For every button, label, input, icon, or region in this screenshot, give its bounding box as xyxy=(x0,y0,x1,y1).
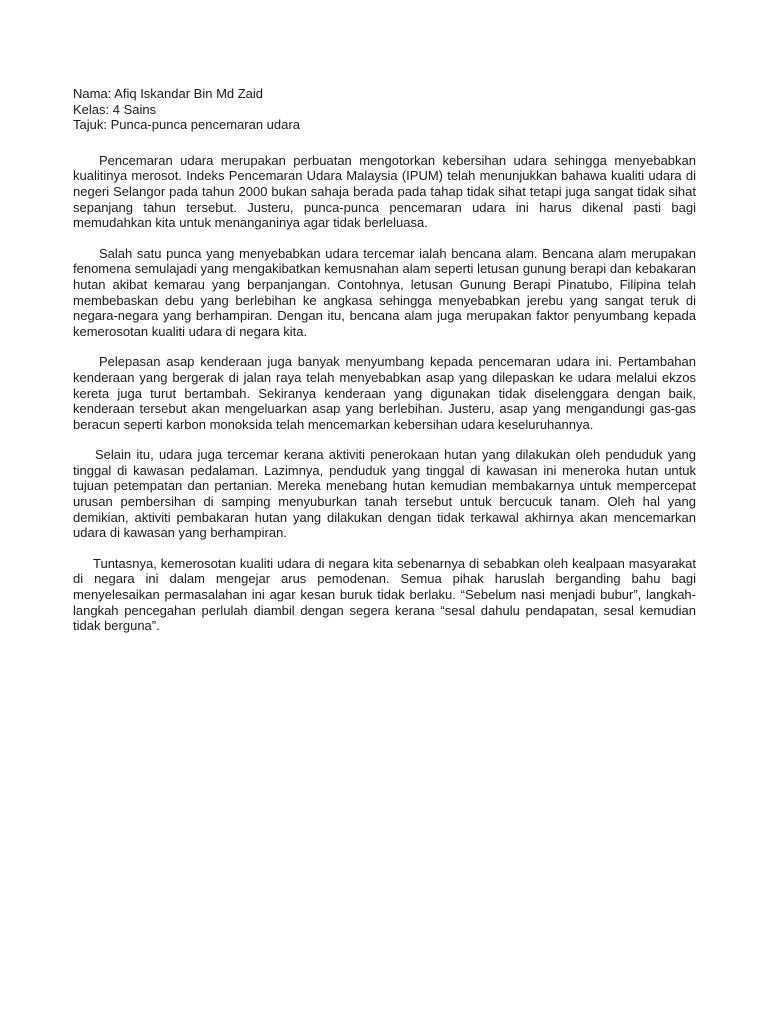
document-header xyxy=(73,86,696,133)
essay-title: Tajuk: Punca-punca pencemaran udara xyxy=(73,117,300,133)
paragraph-introduction: Pencemaran udara merupakan perbuatan mengotorkan kebersihan udara sehingga menyebabkan kualitinya merosot. Indeks Pencemaran Udara Malaysia (IPUM) telah menunjukkan bahawa kualiti udara di negeri Selangor pada tahun 2000 bukan sahaja berada pada tahap tidak sihat tetapi juga sangat tidak sihat sepanjang tahun tersebut. Justeru, punca-punca pencemaran udara ini harus dikenal pasti bagi memudahkan kita untuk menanganinya agar tidak berleluasa. xyxy=(73,152,696,231)
student-class: Kelas: 4 Sains xyxy=(73,101,157,117)
essay-body xyxy=(73,153,696,634)
document-page xyxy=(73,86,696,649)
student-name: Nama: Afiq Iskandar Bin Md Zaid xyxy=(73,86,264,101)
paragraph-natural-disaster: Salah satu punca yang menyebabkan udara tercemar ialah bencana alam. Bencana alam merupakan fenomena semulajadi yang mengakibatkan kemusnahan alam seperti letusan gunung berapi dan kebakaran hutan akibat kemarau yang berpanjangan. Contohnya, letusan Gunung Berapi Pinatubo, Filipina telah membebaskan debu yang berlebihan ke angkasa sehingga menyebabkan jerebu yang sangat teruk di negara-negara yang berhampiran. Dengan itu, bencana alam juga merupakan faktor penyumbang kepada kemerosotan kualiti udara di negara kita. xyxy=(73,245,696,339)
paragraph-forest-clearing: Selain itu, udara juga tercemar kerana aktiviti penerokaan hutan yang dilakukan oleh penduduk yang tinggal di kawasan pedalaman. Lazimnya, penduduk yang tinggal di kawasan ini meneroka hutan untuk tujuan petempatan dan pertanian. Mereka menebang hutan kemudian membakarnya untuk mempercepat urusan pembersihan di samping menyuburkan tanah tersebut untuk bercucuk tanam. Oleh hal yang demikian, aktiviti pembakaran hutan yang dilakukan dengan tidak terkawal akhirnya akan mencemarkan udara di kawasan yang berhampiran. xyxy=(73,447,696,541)
paragraph-conclusion: Tuntasnya, kemerosotan kualiti udara di negara kita sebenarnya di sebabkan oleh kealpaan masyarakat di negara ini dalam mengejar arus pemodenan. Semua pihak haruslah berganding bahu bagi menyelesaikan permasalahan ini agar kesan buruk tidak berlaku. “Sebelum nasi menjadi bubur”, langkah-langkah pencegahan perlulah diambil dengan segera kerana “sesal dahulu pendapatan, sesal kemudian tidak berguna”. xyxy=(73,555,696,634)
paragraph-vehicle-smoke: Pelepasan asap kenderaan juga banyak menyumbang kepada pencemaran udara ini. Pertambahan kenderaan yang bergerak di jalan raya telah menyebabkan asap yang dilepaskan ke udara melalui ekzos kereta juga turut bertambah. Sekiranya kenderaan yang digunakan tidak diselenggara dengan baik, kenderaan tersebut akan mengeluarkan asap yang berlebihan. Justeru, asap yang mengandungi gas-gas beracun seperti karbon monoksida telah mencemarkan kebersihan udara keseluruhannya. xyxy=(73,354,696,432)
